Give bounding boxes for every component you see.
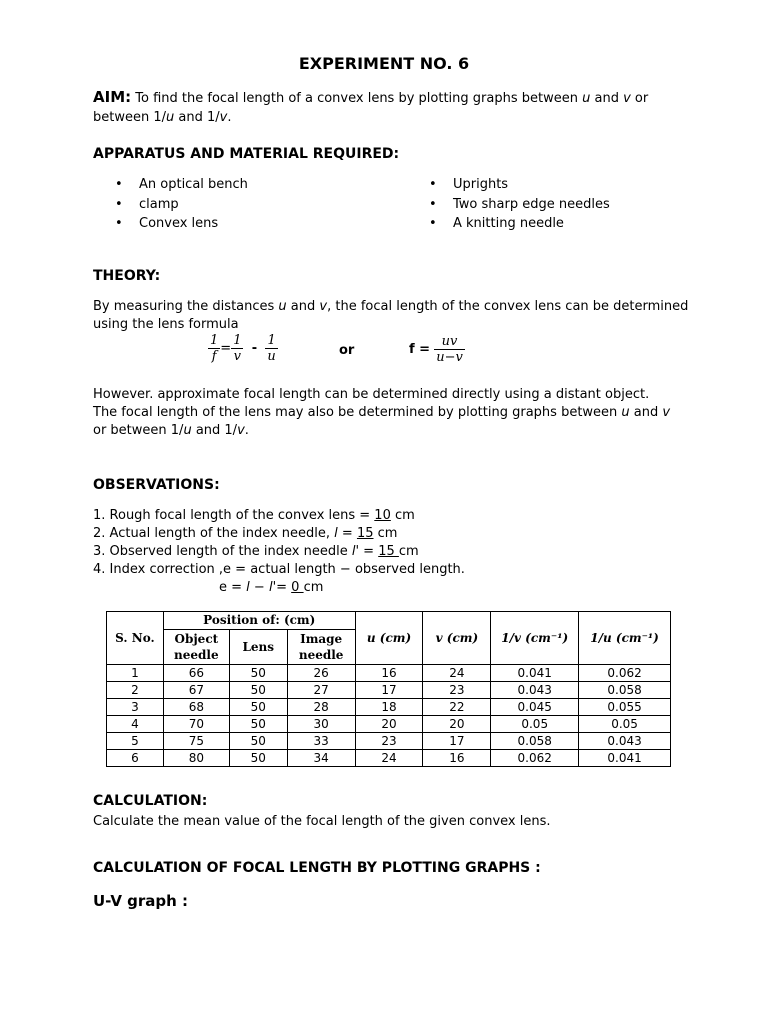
page-title: EXPERIMENT NO. 6 bbox=[298, 54, 470, 73]
apparatus-item: Two sharp edge needles bbox=[453, 196, 610, 212]
table-cell: 30 bbox=[287, 716, 355, 733]
table-cell: 0.05 bbox=[491, 716, 579, 733]
theory-text: and bbox=[286, 299, 320, 314]
list-item bbox=[407, 195, 610, 215]
lens-formula bbox=[208, 333, 278, 364]
table-cell: 26 bbox=[287, 665, 355, 682]
obs-text: e = bbox=[219, 580, 247, 595]
table-cell: 0.05 bbox=[579, 716, 671, 733]
apparatus-item: An optical bench bbox=[139, 177, 248, 192]
table-cell: 28 bbox=[287, 699, 355, 716]
theory-v: v bbox=[662, 405, 671, 420]
table-cell: 0.058 bbox=[491, 733, 579, 750]
obs-symbol: l bbox=[246, 580, 250, 595]
numerator: 1 bbox=[210, 333, 219, 348]
denominator: f bbox=[211, 349, 217, 364]
apparatus-item: A knitting needle bbox=[453, 216, 564, 231]
table-cell: 50 bbox=[229, 699, 287, 716]
theory-u: u bbox=[278, 299, 287, 314]
table-cell: 22 bbox=[423, 699, 491, 716]
aim-line2-c: . bbox=[227, 110, 232, 125]
aim-v: v bbox=[623, 91, 631, 106]
table-cell: 50 bbox=[229, 733, 287, 750]
theory-text: or between 1/ bbox=[93, 423, 184, 438]
table-cell: 3 bbox=[107, 699, 164, 716]
apparatus-item: clamp bbox=[139, 196, 179, 212]
list-item bbox=[93, 175, 248, 195]
or-label: or bbox=[339, 343, 355, 358]
obs-value: 10 bbox=[374, 508, 391, 523]
table-cell: 34 bbox=[287, 750, 355, 767]
apparatus-list-left bbox=[93, 175, 248, 234]
focal-formula bbox=[409, 334, 465, 365]
table-cell: 17 bbox=[355, 682, 423, 699]
observation-4: 4. Index correction ,e = actual length − observed length. bbox=[93, 562, 465, 577]
denominator: v bbox=[233, 349, 241, 364]
table-header-row bbox=[107, 612, 671, 630]
table-cell: 70 bbox=[163, 716, 229, 733]
graphs-heading: CALCULATION OF FOCAL LENGTH BY PLOTTING GRAPHS : bbox=[93, 860, 541, 876]
table-cell: 18 bbox=[355, 699, 423, 716]
obs-text: cm bbox=[373, 526, 398, 541]
table-row bbox=[107, 665, 671, 682]
aim-label: AIM: bbox=[93, 88, 132, 106]
calculation-text: Calculate the mean value of the focal length of the given convex lens. bbox=[93, 814, 551, 829]
aim-text-a: To find the focal length of a convex lens by plotting graphs between bbox=[135, 91, 583, 106]
theory-p1-line2: using the lens formula bbox=[93, 317, 239, 332]
fraction-1-over-u bbox=[265, 333, 277, 364]
theory-v: v bbox=[319, 299, 328, 314]
numerator: uv bbox=[434, 334, 465, 350]
obs-text: cm bbox=[303, 580, 324, 595]
table-cell: 0.043 bbox=[579, 733, 671, 750]
obs-text: cm bbox=[390, 508, 415, 523]
table-cell: 0.058 bbox=[579, 682, 671, 699]
table-cell: 75 bbox=[163, 733, 229, 750]
col-header-object: Object needle bbox=[163, 630, 229, 665]
aim-u: u bbox=[582, 91, 591, 106]
table-row bbox=[107, 699, 671, 716]
table-cell: 4 bbox=[107, 716, 164, 733]
col-header-inv-u: 1/u (cm⁻¹) bbox=[579, 612, 671, 665]
observation-2 bbox=[93, 525, 397, 543]
col-header-sno: S. No. bbox=[107, 612, 164, 665]
col-header-lens: Lens bbox=[229, 630, 287, 665]
observations-heading: OBSERVATIONS: bbox=[93, 477, 220, 493]
table-cell: 24 bbox=[423, 665, 491, 682]
table-row bbox=[107, 750, 671, 767]
table-cell: 24 bbox=[355, 750, 423, 767]
fraction-1-over-f bbox=[208, 333, 220, 364]
theory-text: , the focal length of the convex lens can be determined bbox=[327, 299, 689, 314]
table-cell: 23 bbox=[355, 733, 423, 750]
observation-1 bbox=[93, 507, 415, 525]
obs-text: = bbox=[337, 526, 357, 541]
observation-5 bbox=[219, 579, 323, 597]
observation-3 bbox=[93, 543, 419, 561]
aim-and: and bbox=[590, 91, 624, 106]
obs-text: − bbox=[249, 580, 269, 595]
apparatus-list-right bbox=[407, 175, 610, 234]
table-cell: 17 bbox=[423, 733, 491, 750]
table-cell: 27 bbox=[287, 682, 355, 699]
aim-line2-u: u bbox=[166, 110, 175, 125]
table-cell: 16 bbox=[423, 750, 491, 767]
col-header-inv-v: 1/v (cm⁻¹) bbox=[491, 612, 579, 665]
obs-text: cm bbox=[398, 544, 419, 559]
table-cell: 20 bbox=[355, 716, 423, 733]
table-cell: 0.045 bbox=[491, 699, 579, 716]
table-cell: 0.041 bbox=[491, 665, 579, 682]
table-cell: 50 bbox=[229, 716, 287, 733]
theory-u: u bbox=[621, 405, 630, 420]
formula-lhs: f = bbox=[409, 342, 431, 357]
uv-graph-heading: U-V graph : bbox=[93, 892, 189, 910]
fraction-1-over-v bbox=[231, 333, 243, 364]
numerator: 1 bbox=[233, 333, 242, 348]
table-cell: 6 bbox=[107, 750, 164, 767]
table-cell: 50 bbox=[229, 682, 287, 699]
table-row bbox=[107, 733, 671, 750]
equals-sign: = bbox=[220, 341, 232, 356]
bullet-icon: • bbox=[115, 196, 123, 212]
bullet-icon: • bbox=[429, 216, 437, 231]
theory-v: v bbox=[237, 423, 245, 438]
obs-text: 3. Observed length of the index needle bbox=[93, 544, 352, 559]
obs-text: 1. Rough focal length of the convex lens = bbox=[93, 508, 375, 523]
theory-text: . bbox=[244, 423, 249, 438]
table-cell: 68 bbox=[163, 699, 229, 716]
table-cell: 0.041 bbox=[579, 750, 671, 767]
theory-p2-line1: However. approximate focal length can be determined directly using a distant object. bbox=[93, 387, 650, 402]
observation-table bbox=[106, 611, 671, 767]
aim-line2-a: between 1/ bbox=[93, 110, 166, 125]
table-cell: 50 bbox=[229, 750, 287, 767]
table-cell: 2 bbox=[107, 682, 164, 699]
table-row bbox=[107, 716, 671, 733]
minus-sign: - bbox=[251, 341, 258, 356]
theory-u: u bbox=[183, 423, 192, 438]
obs-value: 15 bbox=[378, 544, 399, 559]
fraction-uv-over-u-minus-v bbox=[434, 334, 465, 365]
bullet-icon: • bbox=[115, 216, 123, 231]
table-row bbox=[107, 682, 671, 699]
obs-value: 0 bbox=[291, 580, 304, 595]
obs-symbol: l' bbox=[268, 580, 277, 595]
table-cell: 67 bbox=[163, 682, 229, 699]
apparatus-item: Uprights bbox=[453, 177, 509, 192]
theory-p1-line1 bbox=[93, 298, 688, 316]
col-header-v: v (cm) bbox=[423, 612, 491, 665]
theory-p2-line2 bbox=[93, 404, 670, 422]
obs-text: 2. Actual length of the index needle, bbox=[93, 526, 335, 541]
table-cell: 0.062 bbox=[579, 665, 671, 682]
denominator: u−v bbox=[436, 350, 463, 365]
numerator: 1 bbox=[265, 333, 277, 349]
col-header-u: u (cm) bbox=[355, 612, 423, 665]
aim-line-2 bbox=[93, 109, 231, 127]
list-item bbox=[407, 214, 610, 234]
table-cell: 5 bbox=[107, 733, 164, 750]
theory-text: and bbox=[629, 405, 663, 420]
aim-line2-v: v bbox=[219, 110, 228, 125]
table-cell: 23 bbox=[423, 682, 491, 699]
obs-value: 15 bbox=[356, 526, 374, 541]
theory-text: By measuring the distances bbox=[93, 299, 279, 314]
obs-symbol: l bbox=[334, 526, 338, 541]
table-cell: 1 bbox=[107, 665, 164, 682]
obs-symbol: l' bbox=[351, 544, 360, 559]
aim-line-1 bbox=[93, 88, 648, 108]
table-cell: 66 bbox=[163, 665, 229, 682]
theory-p2-line3 bbox=[93, 422, 249, 440]
theory-text: and 1/ bbox=[191, 423, 238, 438]
calculation-heading: CALCULATION: bbox=[93, 793, 208, 809]
table-cell: 0.043 bbox=[491, 682, 579, 699]
denominator: u bbox=[267, 349, 276, 364]
col-header-position: Position of: (cm) bbox=[163, 612, 355, 630]
table-cell: 0.062 bbox=[491, 750, 579, 767]
obs-text: = bbox=[359, 544, 379, 559]
list-item bbox=[93, 214, 248, 234]
bullet-icon: • bbox=[115, 177, 123, 192]
table-cell: 33 bbox=[287, 733, 355, 750]
theory-text: The focal length of the lens may also be determined by plotting graphs between bbox=[93, 405, 622, 420]
apparatus-item: Convex lens bbox=[139, 216, 219, 231]
col-header-image: Image needle bbox=[287, 630, 355, 665]
theory-heading: THEORY: bbox=[93, 268, 161, 284]
table-cell: 0.055 bbox=[579, 699, 671, 716]
table-cell: 20 bbox=[423, 716, 491, 733]
list-item bbox=[407, 175, 610, 195]
obs-text: = bbox=[276, 580, 292, 595]
bullet-icon: • bbox=[429, 177, 437, 192]
apparatus-heading: APPARATUS AND MATERIAL REQUIRED: bbox=[93, 146, 400, 162]
table-body bbox=[107, 665, 671, 767]
table-cell: 50 bbox=[229, 665, 287, 682]
aim-line2-b: and 1/ bbox=[174, 110, 220, 125]
aim-text-b: or bbox=[630, 91, 649, 106]
list-item bbox=[93, 195, 248, 215]
table-cell: 16 bbox=[355, 665, 423, 682]
bullet-icon: • bbox=[429, 196, 437, 212]
table-cell: 80 bbox=[163, 750, 229, 767]
